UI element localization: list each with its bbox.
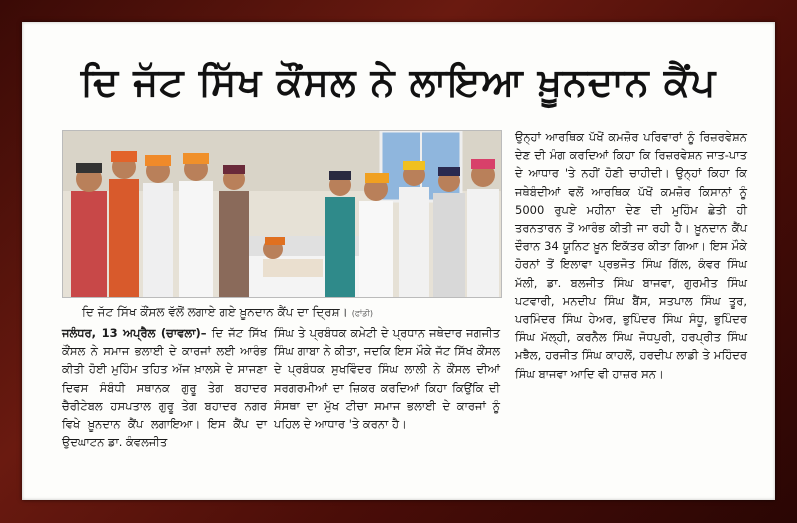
column-3-text: ਉਨ੍ਹਾਂ ਆਰਥਿਕ ਪੱਖੋਂ ਕਮਜ਼ੋਰ ਪਰਿਵਾਰਾਂ ਨੂੰ ਰਿਜ਼ਰਵੇਸ਼ਨ ਦੇਣ ਦੀ ਮੰਗ ਕਰਦਿਆਂ ਕਿਹਾ ਕਿ ਰਿਜ਼ਰਵੇਸ਼ਨ ਜਾਤ-ਪਾਤ ਦੇ ਆਧਾਰ 'ਤੇ ਨਹੀਂ ਹੋਣੀ ਚਾਹੀਦੀ। ਉਨ੍ਹਾਂ ਕਿਹਾ ਕਿ ਜਥੇਬੰਦੀਆਂ ਵਲੋਂ ਆਰਥਿਕ ਪੱਖੋਂ ਕਮਜ਼ੋਰ ਕਿਸਾਨਾਂ ਨੂੰ 5000 ਰੁਪਏ ਮਹੀਨਾ ਦੇਣ ਦੀ ਮੁਹਿੰਮ ਛੇਤੀ ਹੀ ਤਰਨਤਾਰਨ ਤੋਂ ਆਰੰਭ ਕੀਤੀ ਜਾ ਰਹੀ ਹੈ। ਖ਼ੂਨਦਾਨ ਕੈਂਪ ਦੌਰਾਨ 34 ਯੂਨਿਟ ਖ਼ੂਨ ਇਕੱਤਰ ਕੀਤਾ ਗਿਆ। ਇਸ ਮੌਕੇ ਹੋਰਨਾਂ ਤੋਂ ਇਲਾਵਾ ਪ੍ਰਭਜੋਤ ਸਿੰਘ ਗਿੱਲ, ਕੰਵਰ ਸਿੰਘ ਮੱਲੀ, ਡਾ. ਬਲਜੀਤ ਸਿੰਘ ਬਾਜਵਾ, ਗੁਰਮੀਤ ਸਿੰਘ ਪਟਵਾਰੀ, ਮਨਦੀਪ ਸਿੰਘ ਬੈਂਸ, ਸਤਪਾਲ ਸਿੰਘ ਤੂਰ, ਪਰਮਿੰਦਰ ਸਿੰਘ ਹੇਅਰ, ਭੁਪਿੰਦਰ ਸਿੰਘ ਸੰਧੂ, ਭੁਪਿੰਦਰ ਸਿੰਘ ਮੱਲ੍ਹੀ, ਕਰਨੈਲ ਸਿੰਘ ਜੋਧਪੁਰੀ, ਹਰਪ੍ਰੀਤ ਸਿੰਘ ਮਝੈਲ, ਹਰਜੀਤ ਸਿੰਘ ਕਾਹਲੋਂ, ਹਰਦੀਪ ਲਾਡੀ ਤੇ ਮਹਿੰਦਰ ਸਿੰਘ ਬਾਜਵਾ ਆਦਿ ਵੀ ਹਾਜ਼ਰ ਸਨ।	[515, 130, 747, 381]
news-photo	[62, 130, 502, 298]
photo-caption	[82, 304, 492, 322]
column-2-text: ਸਿੰਘ ਤੇ ਪ੍ਰਬੰਧਕ ਕਮੇਟੀ ਦੇ ਪ੍ਰਧਾਨ ਜਥੇਦਾਰ ਜਗਜੀਤ ਸਿੰਘ ਗਾਬਾ ਨੇ ਕੀਤਾ, ਜਦਕਿ ਇਸ ਮੌਕੇ ਜੱਟ ਸਿੱਖ ਕੌਂਸਲ ਦੇ ਪ੍ਰਬੰਧਕ ਸੁਖਵਿੰਦਰ ਸਿੰਘ ਲਾਲੀ ਨੇ ਕੌਂਸਲ ਦੀਆਂ ਸਰਗਰਮੀਆਂ ਦਾ ਜ਼ਿਕਰ ਕਰਦਿਆਂ ਕਿਹਾ ਕਿਉਂਕਿ ਦੀ ਸੰਸਥਾ ਦਾ ਮੁੱਖ ਟੀਚਾ ਸਮਾਜ ਭਲਾਈ ਦੇ ਕਾਰਜਾਂ ਨੂੰ ਪਹਿਲ ਦੇ ਆਧਾਰ 'ਤੇ ਕਰਨਾ ਹੈ।	[274, 326, 500, 432]
column-1-text: ਦਿ ਜੱਟ ਸਿੱਖ ਕੌਂਸਲ ਨੇ ਸਮਾਜ ਭਲਾਈ ਦੇ ਕਾਰਜਾਂ ਲਈ ਆਰੰਭ ਕੀਤੀ ਹੋਈ ਮੁਹਿੰਮ ਤਹਿਤ ਅੱਜ ਖ਼ਾਲਸੇ ਦੇ ਸਾਜਣਾ ਦਿਵਸ ਸੰਬੰਧੀ ਸਥਾਨਕ ਗੁਰੂ ਤੇਗ ਬਹਾਦਰ ਚੈਰੀਟੇਬਲ ਹਸਪਤਾਲ ਗੁਰੂ ਤੇਗ ਬਹਾਦਰ ਨਗਰ ਵਿਖੇ ਖ਼ੂਨਦਾਨ ਕੈਂਪ ਲਗਾਇਆ। ਇਸ ਕੈਂਪ ਦਾ ਉਦਘਾਟਨ ਡਾ. ਕੰਵਲਜੀਤ	[62, 326, 267, 450]
photo-credit: (ਫਾਂਡੀ)	[351, 309, 374, 318]
headline: ਦਿ ਜੱਟ ਸਿੱਖ ਕੌਂਸਲ ਨੇ ਲਾਇਆ ਖ਼ੂਨਦਾਨ ਕੈਂਪ	[80, 60, 717, 104]
blood-donation-photo	[63, 131, 501, 297]
article-column-3	[515, 128, 747, 383]
dateline: ਜਲੰਧਰ, 13 ਅਪ੍ਰੈਲ (ਚਾਵਲਾ)–	[62, 326, 207, 340]
newspaper-clipping	[22, 22, 775, 500]
caption-text: ਦਿ ਜੱਟ ਸਿੱਖ ਕੌਂਸਲ ਵੱਲੋਂ ਲਗਾਏ ਗਏ ਖ਼ੂਨਦਾਨ ਕੈਂਪ ਦਾ ਦ੍ਰਿਸ਼।	[82, 305, 348, 319]
article-column-2	[274, 324, 500, 433]
article-column-1	[62, 324, 267, 451]
